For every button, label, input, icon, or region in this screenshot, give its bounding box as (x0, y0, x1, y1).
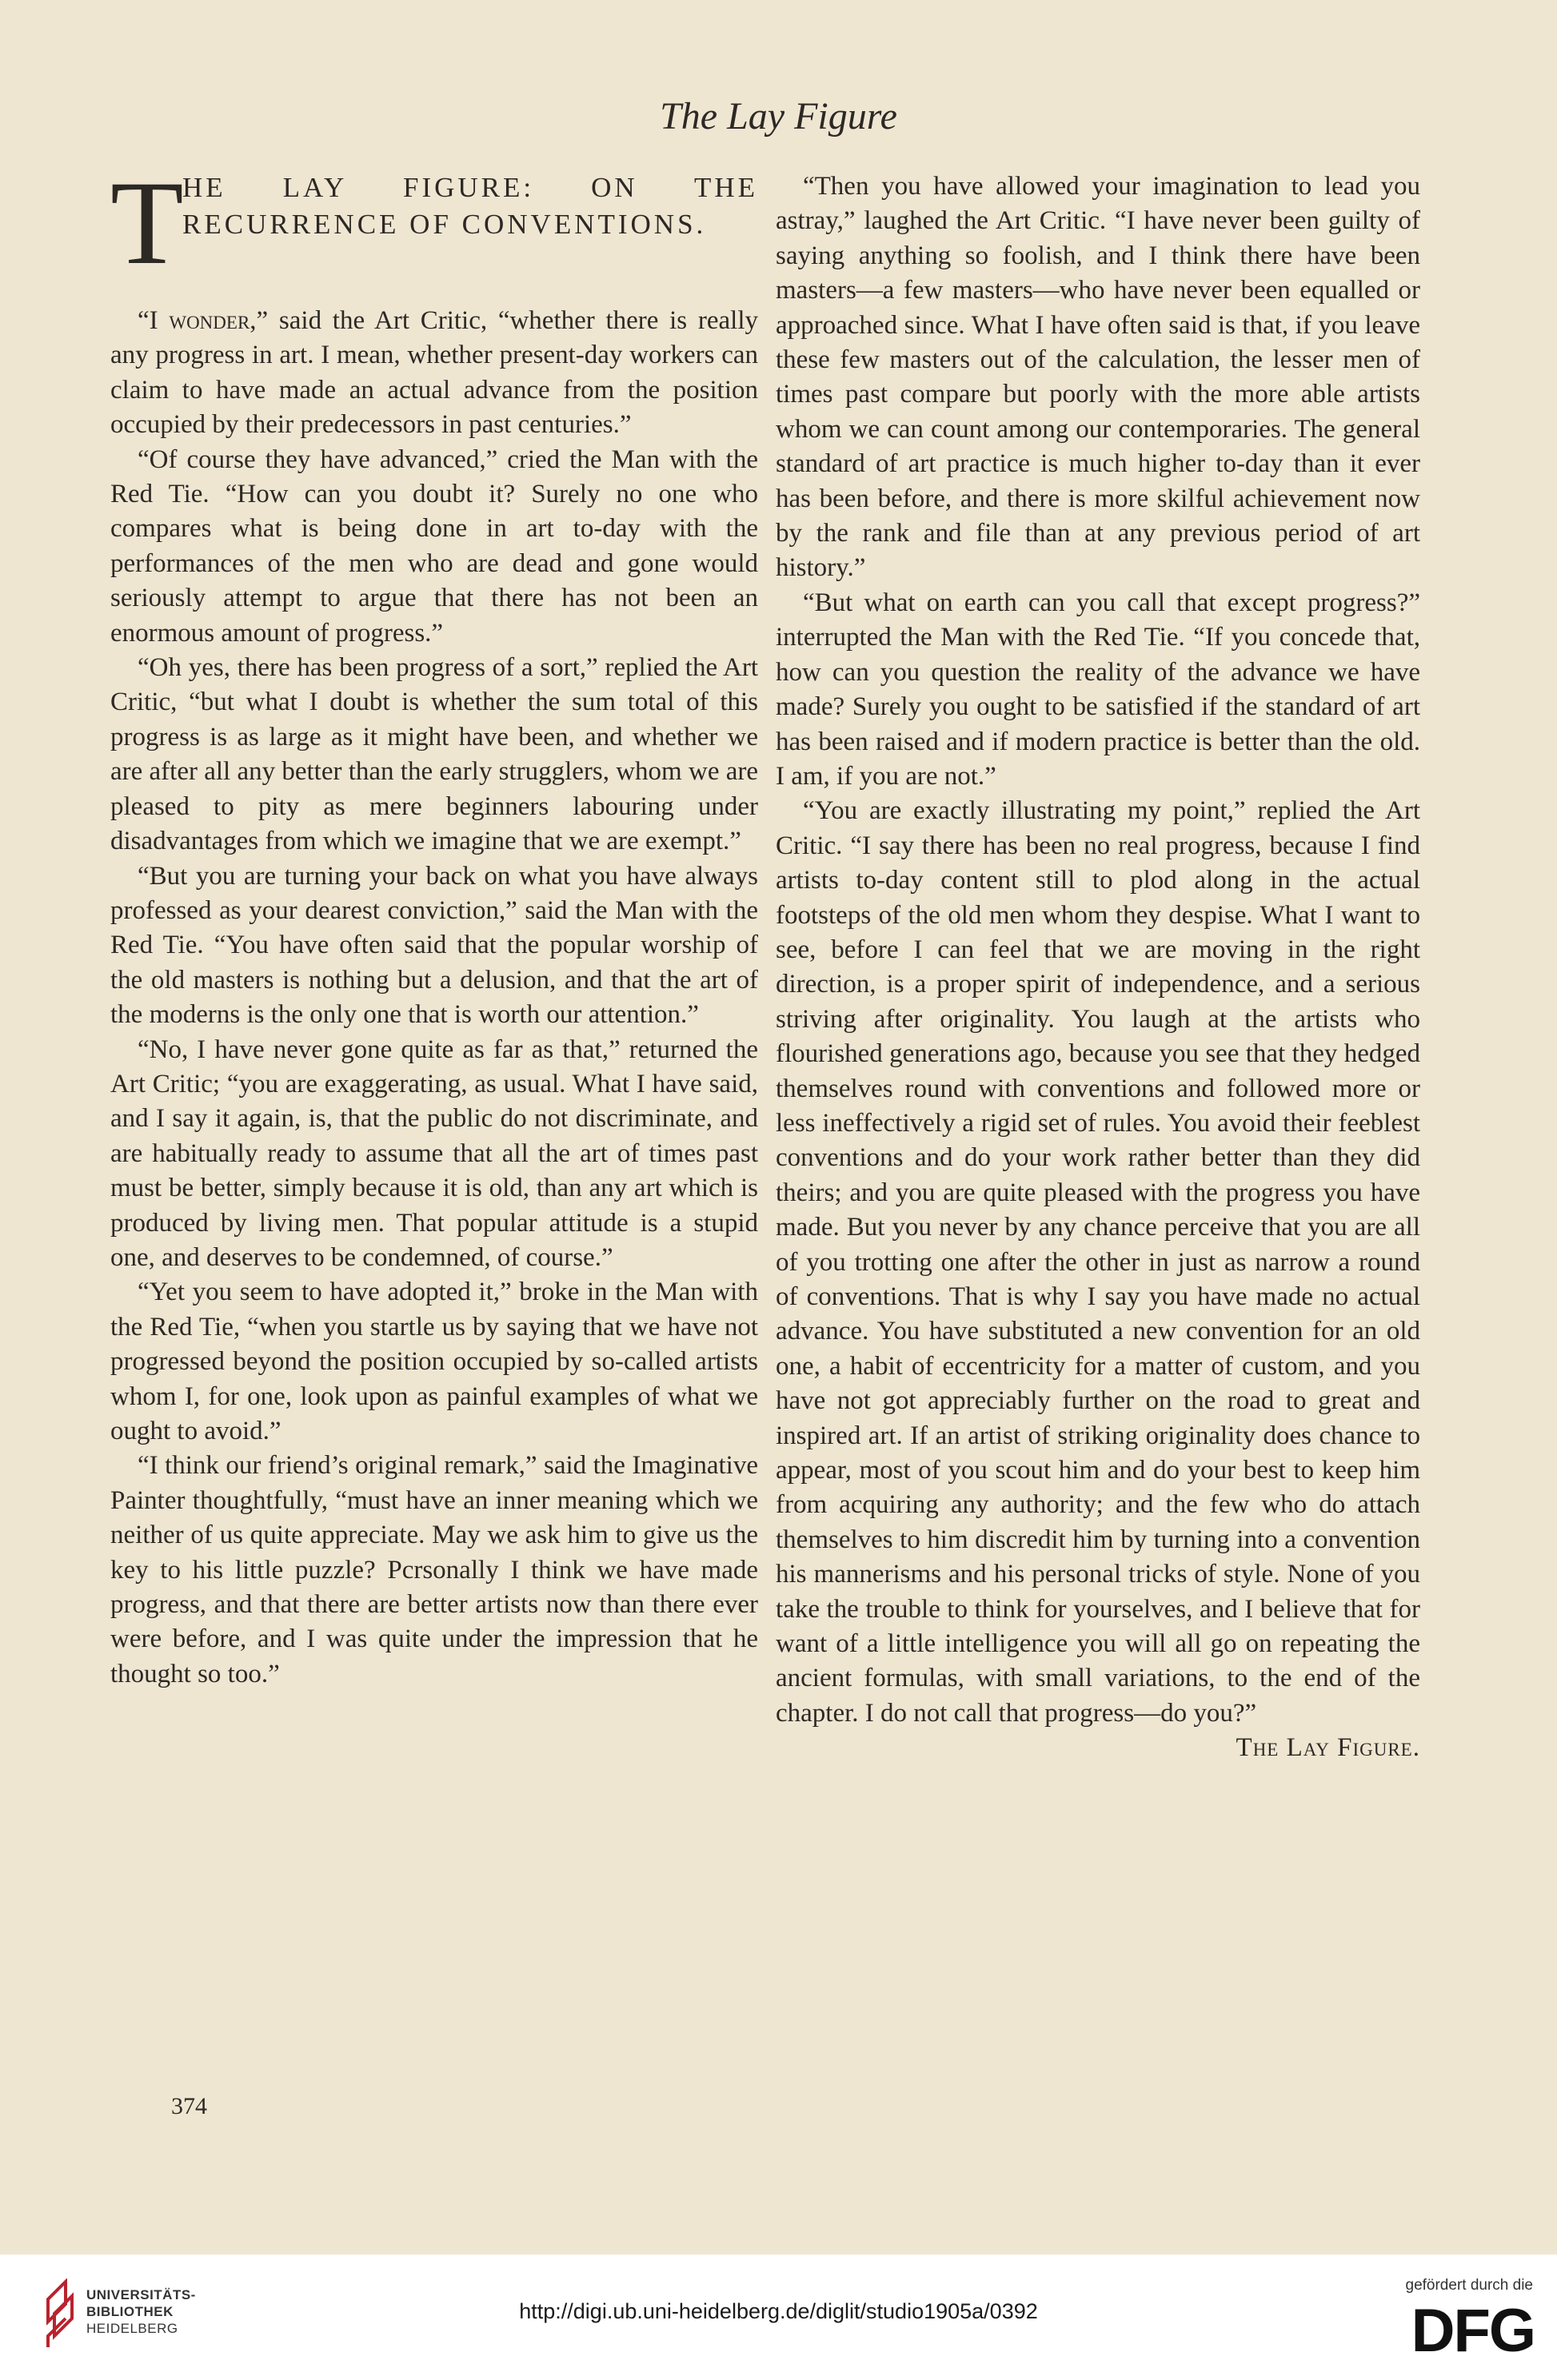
paragraph: “You are exactly illustrating my point,” replied the Art Critic. “I say there has been no real progress, because I find artists to-day content still to plod along in the actual footsteps of the old men whom they despise. What I want to see, before I can feel that we are moving in the right direction, is a proper spirit of independence, and a serious striving after originality. You laugh at the artists who flourished generations ago, because you see that they hedged themselves round with conventions and followed more or less ineffectively a rigid set of rules. You avoid their feeblest conventions and do your work rather better than they did theirs; and you are quite pleased with the progress you have made. But you never by any chance perceive that you are all of you trotting one after the other in just as narrow a round of conventions. That is why I say you have made no actual advance. You have substituted a new convention for an old one, a habit of eccentricity for a matter of custom, and you have not got appreciably further on the road to great and inspired art. If an artist of striking originality does chance to appear, most of you scout him and do your best to keep him from acquiring any authority; and the few who do attach themselves to him discredit him by turning into a convention his mannerisms and his personal tricks of style. None of you take the trouble to think for yourselves, and I believe that for want of a little intelligence you will all go on repeating the ancient formulas, with small variations, to the end of the chapter. I do not call that progress—do you?” The Lay Figure. (776, 794, 1420, 1731)
paragraph: “Yet you seem to have adopted it,” broke in the Man with the Red Tie, “when you startle us by saying that we have not progressed beyond the position occupied by so-called artists whom I, for one, look upon as painful examples of what we ought to avoid.” (110, 1278, 758, 1445)
author-signature: The Lay Figure. (1236, 1733, 1420, 1763)
drop-cap: T (110, 157, 187, 289)
digitization-footer (0, 2254, 1557, 2380)
paragraph: “But what on earth can you call that except progress?” interrupted the Man with the Red Tie. “If you concede that, how can you question the reality of the advance we have made? Surely you ought to be satisfied if the standard of art has been raised and if modern practice is better than the old. I am, if you are not.” (776, 588, 1420, 791)
paragraph: “Oh yes, there has been progress of a sort,” replied the Art Critic, “but what I doubt is whether the sum total of this progress is as large as it might have been, and whether we are after all any better than the early strugglers, whom we are pleased to pity as mere beginners labouring under disadvantages from which we imagine that we are exempt.” (110, 653, 758, 856)
right-column (776, 169, 1420, 1766)
funder-note: gefördert durch die (1405, 2277, 1533, 2294)
paragraph: “Of course they have advanced,” cried the Man with the Red Tie. “How can you doubt it? Surely no one who compares what is being done in art to-day with the performances of the men who are dead and gone would seriously attempt to argue that there has not been an enormous amount of progress.” (110, 445, 758, 648)
paragraph: “But you are turning your back on what you have always professed as your dearest conviction,” said the Man with the Red Tie. “You have often said that the popular worship of the old masters is nothing but a delusion, and that the art of the moderns is the only one that is worth our attention.” (110, 861, 758, 1030)
paragraph: “Then you have allowed your imagination to lead you astray,” laughed the Art Critic. “I have never been guilty of saying anything so foolish, and I think there have been masters—a few masters—who have never been equalled or approached since. What I have often said is that, if you leave these few masters out of the calculation, the lesser men of times past compare but poorly with the more able artists whom we can count among our contemporaries. The general standard of art practice is much higher to-day than it ever has been before, and there is more skilful achievement now by the rank and file than at any previous period of art history.” (776, 172, 1420, 583)
dfg-logo: DFG (1411, 2297, 1535, 2365)
permalink-url[interactable]: http://digi.ub.uni-heidelberg.de/diglit/studio1905a/0392 (519, 2299, 1038, 2323)
paragraph: “I think our friend’s original remark,” said the Imaginative Painter thoughtfully, “must have an inner meaning which we neither of us quite appreciate. May we ask him to give us the key to his little puzzle? Pcrsonally I think we have made progress, and that there are better artists now than there ever were before, and I was quite under the impression that he thought so too.” (110, 1451, 758, 1688)
running-title: The Lay Figure (660, 95, 897, 138)
paragraph: “No, I have never gone quite as far as that,” returned the Art Critic; “you are exaggerating, as usual. What I have said, and I say it again, is, that the public do not discriminate, and are habitually ready to assume that all the art of times past must be better, simply because it is old, than any art which is produced by living men. That popular attitude is a stupid one, and deserves to be condemned, of course.” (110, 1035, 758, 1272)
paragraph: “I wonder,” said the Art Critic, “whether there is really any progress in art. I mean, whether present-day workers can claim to have made an actual advance from the position occupied by their predecessors in past centuries.” (110, 306, 758, 440)
left-column (110, 157, 758, 1692)
heading-text: HE LAY FIGURE: ON THE RECURRENCE OF CONVENTIONS. (182, 172, 758, 240)
page-number: 374 (171, 2093, 207, 2119)
article-heading (110, 157, 758, 289)
library-name: UNIVERSITÄTS- BIBLIOTHEK HEIDELBERG (86, 2287, 196, 2336)
